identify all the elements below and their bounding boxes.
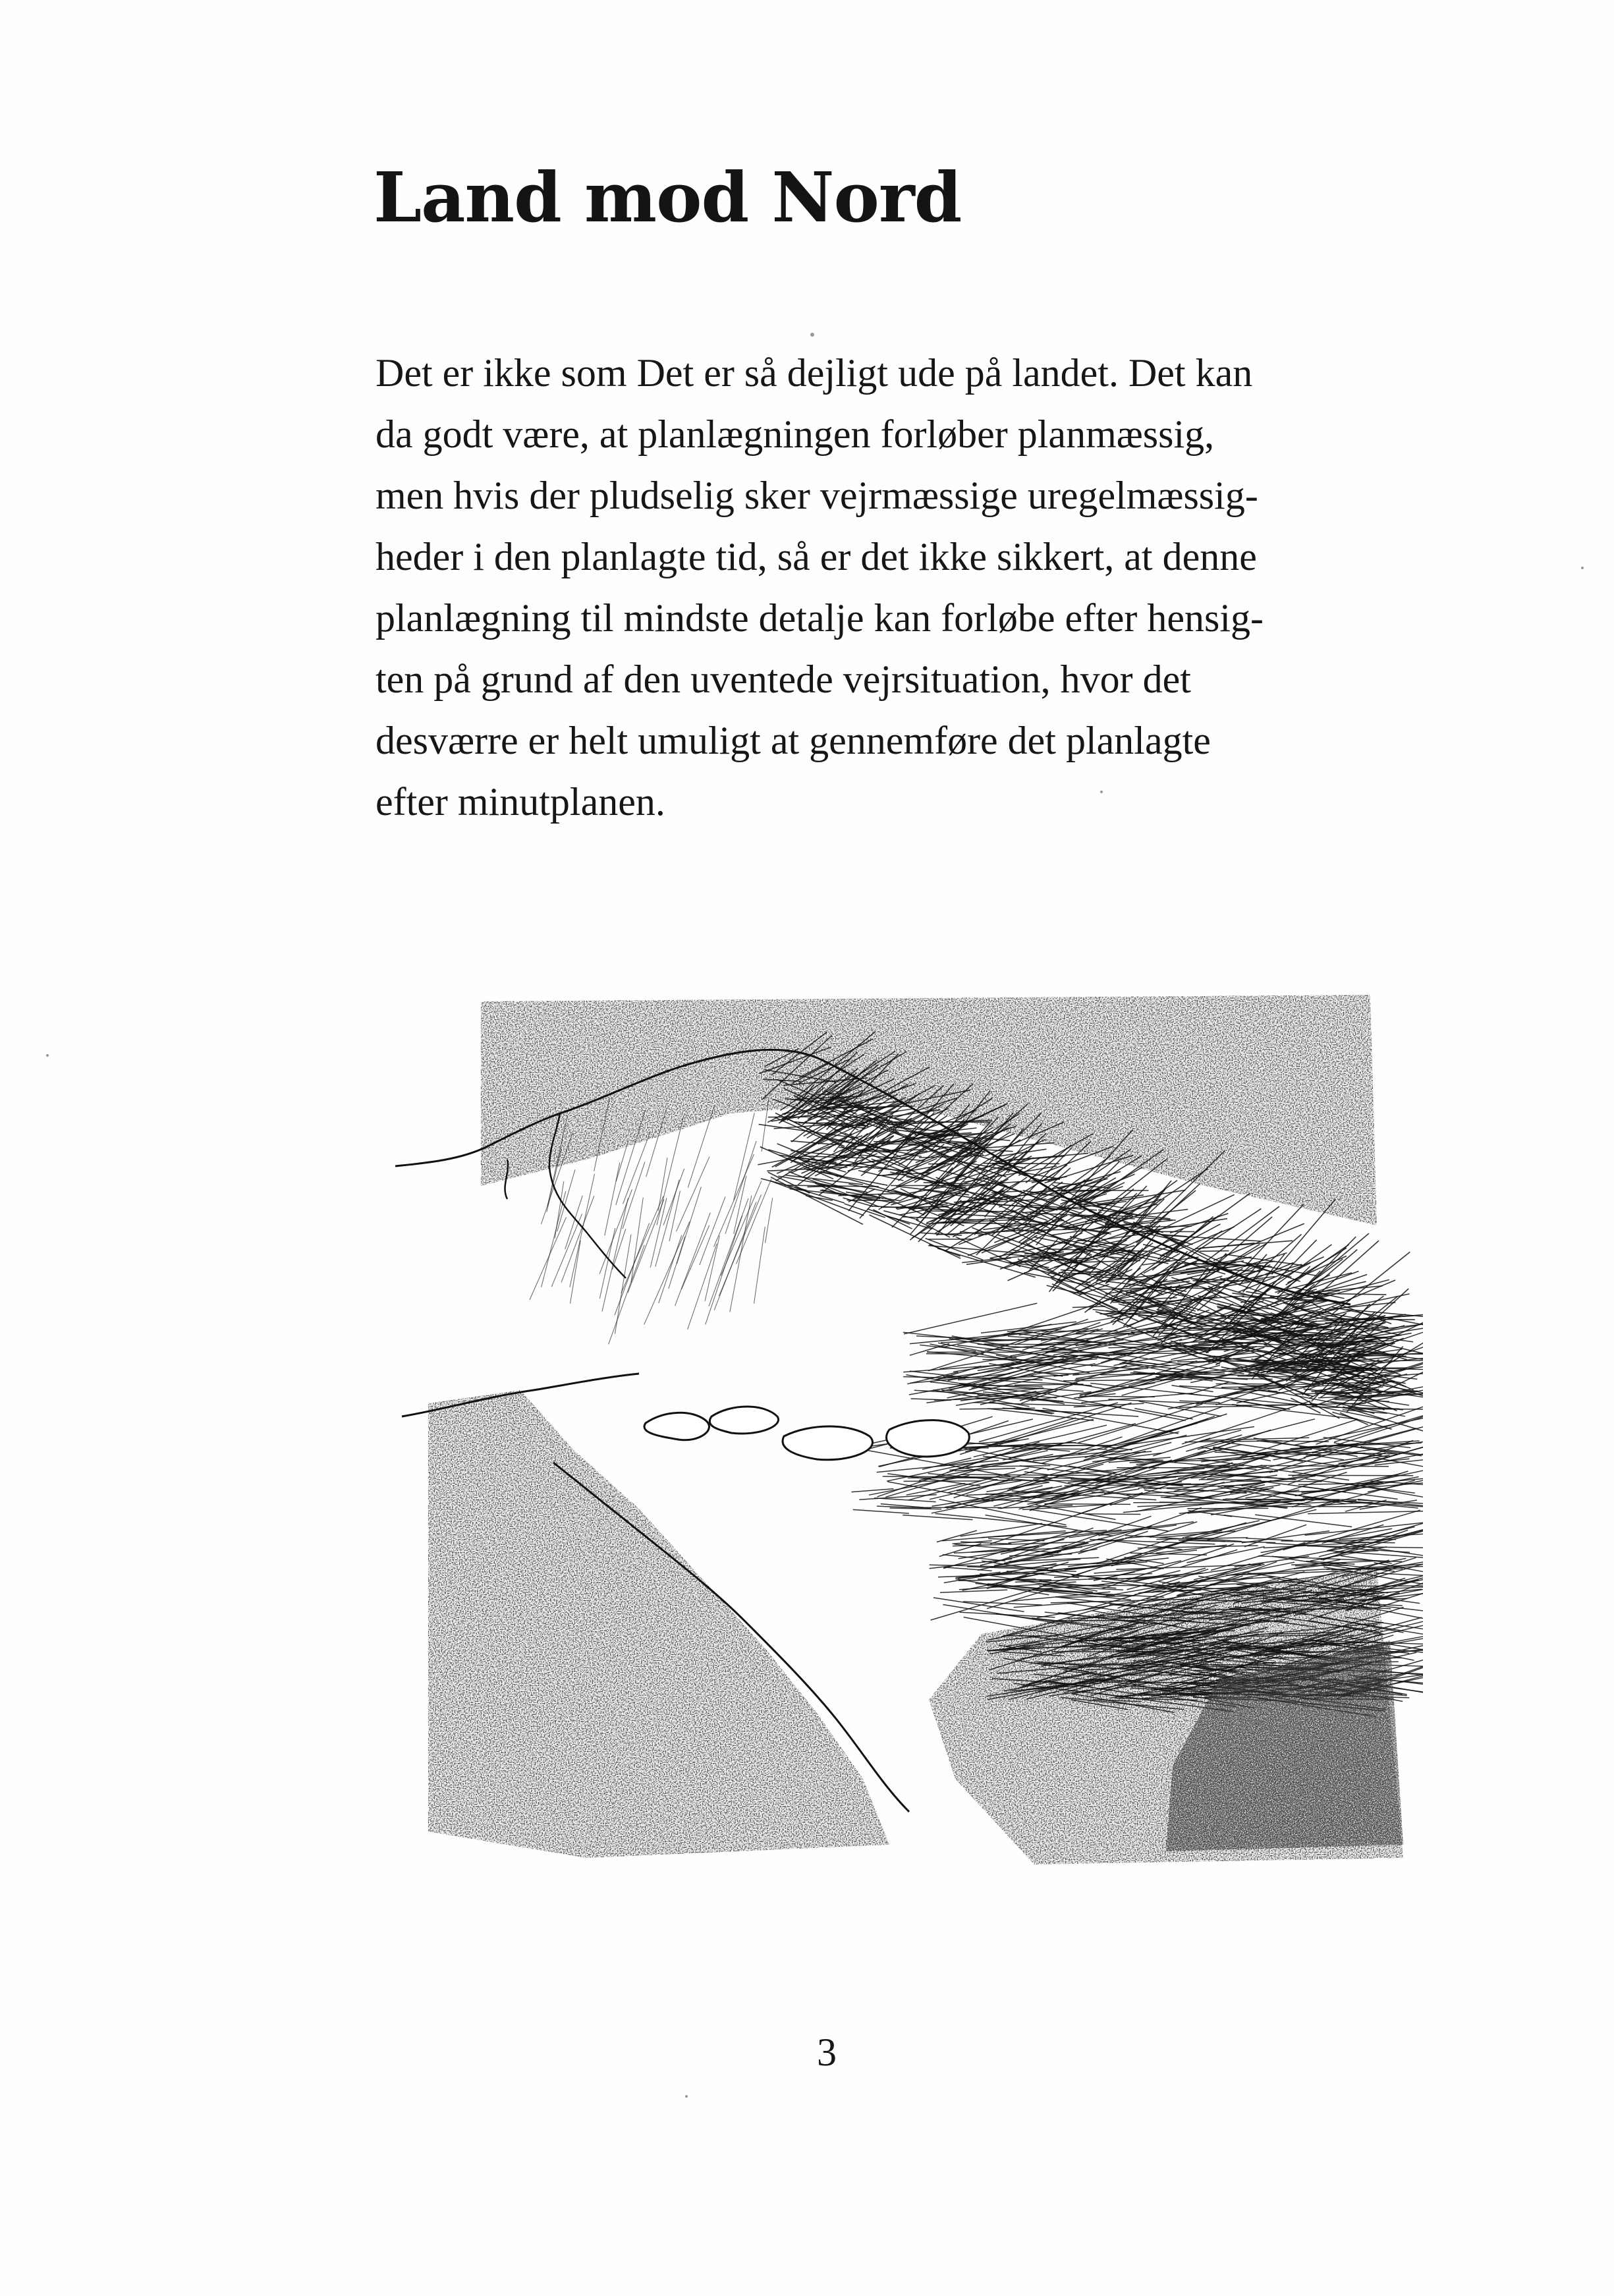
hatch-stroke	[1231, 1481, 1322, 1482]
hatch-stroke	[1308, 1511, 1423, 1513]
hatch-stroke	[669, 1191, 680, 1241]
hatch-stroke	[737, 1179, 771, 1264]
hatch-stroke	[937, 1530, 977, 1542]
hatch-stroke	[599, 1189, 632, 1274]
hatch-stroke	[890, 1508, 942, 1509]
hatch-stroke	[677, 1157, 710, 1232]
hatch-stroke	[1079, 1396, 1155, 1397]
hatch-stroke	[1047, 1435, 1187, 1470]
body-line: da godt være, at planlægningen forløber planmæssig,	[376, 412, 1215, 456]
hatch-stroke	[953, 1541, 992, 1544]
scan-speck	[1581, 567, 1584, 569]
scan-speck	[685, 2095, 688, 2098]
hatch-stroke	[628, 1199, 664, 1293]
hatch-stroke	[1044, 1504, 1130, 1505]
hatch-stroke	[909, 1385, 966, 1395]
hatch-stroke	[1316, 1404, 1424, 1444]
hatch-stroke	[681, 1225, 709, 1289]
body-line: heder i den planlagte tid, så er det ikke sikkert, at denne	[376, 535, 1257, 578]
hatch-stroke	[960, 1474, 1101, 1476]
hatch-stroke	[1053, 1263, 1080, 1291]
body-paragraph	[376, 343, 1456, 833]
hatch-stroke	[688, 1244, 717, 1330]
body-line: men hvis der pludselig sker vejrmæssige uregelmæssig-	[376, 474, 1258, 517]
hatch-stroke	[754, 1227, 765, 1304]
hatch-stroke	[669, 1237, 685, 1289]
hatch-stroke	[883, 1476, 1001, 1477]
hatch-stroke	[1271, 1199, 1335, 1275]
hatch-stroke	[542, 1191, 566, 1287]
hatch-stroke	[904, 1481, 982, 1482]
hatch-stroke	[734, 1176, 746, 1234]
hatch-stroke	[1007, 1636, 1059, 1637]
hatch-stroke	[1050, 1346, 1110, 1356]
hatch-stroke	[933, 1598, 1024, 1611]
hatch-stroke	[1321, 1531, 1423, 1559]
hatch-stroke	[793, 1121, 882, 1160]
page-number: 3	[817, 2030, 837, 2074]
hatch-stroke	[785, 1185, 879, 1187]
hatch-stroke	[1260, 1465, 1389, 1467]
hatch-stroke	[1295, 1565, 1349, 1566]
hatch-stroke	[1237, 1376, 1304, 1377]
hatch-stroke	[765, 1198, 773, 1243]
hatch-stroke	[1003, 1291, 1137, 1336]
scan-speck	[46, 1054, 49, 1057]
hatch-stroke	[675, 1213, 711, 1306]
hatch-stroke	[570, 1174, 595, 1287]
hatch-stroke	[877, 1454, 1001, 1497]
hatch-stroke	[530, 1218, 567, 1300]
hatch-stroke	[926, 1211, 1016, 1212]
hatch-stroke	[644, 1221, 690, 1325]
hatch-stroke	[874, 1498, 936, 1502]
hatch-stroke	[1125, 1427, 1254, 1445]
hatch-stroke	[1351, 1484, 1423, 1498]
hatch-stroke	[903, 1332, 972, 1340]
body-line: ten på grund af den uventede vejrsituation, hvor det	[376, 658, 1191, 701]
hatch-stroke	[709, 1198, 748, 1306]
hatch-stroke	[904, 1303, 1037, 1334]
hatch-stroke	[719, 1194, 761, 1296]
hatch-stroke	[758, 1157, 802, 1165]
hatch-stroke	[980, 1545, 1067, 1565]
body-line: planlægning til mindste detalje kan forløbe efter hensig-	[376, 596, 1264, 640]
hatch-stroke	[986, 1515, 1113, 1536]
hatch-stroke	[1179, 1406, 1252, 1407]
hatch-stroke	[998, 1446, 1041, 1456]
body-line: Det er ikke som Det er så dejligt ude på landet. Det kan	[376, 351, 1253, 395]
hatch-stroke	[557, 1169, 575, 1231]
hatch-stroke	[853, 1509, 909, 1513]
page-title: Land mod Nord	[374, 157, 962, 238]
island-shapes	[644, 1413, 709, 1440]
body-line: efter minutplanen.	[376, 780, 665, 824]
hatch-stroke	[659, 1235, 682, 1303]
hatch-stroke	[965, 1419, 1094, 1451]
hatch-stroke	[663, 1169, 684, 1225]
scan-speck	[810, 333, 814, 337]
hatch-stroke	[1221, 1386, 1283, 1387]
hatch-stroke	[940, 1590, 1007, 1592]
hatch-stroke	[706, 1216, 742, 1324]
hatch-stroke	[1158, 1484, 1210, 1485]
scan-speck	[1100, 791, 1103, 793]
hatch-stroke	[570, 1241, 581, 1304]
mountain-fjord-sketch-icon	[389, 988, 1423, 1878]
hatch-stroke	[847, 1200, 892, 1201]
hatch-stroke	[714, 1202, 756, 1310]
body-line: desværre er helt umuligt at gennemføre det planlagte	[376, 719, 1211, 762]
hatch-stroke	[615, 1235, 631, 1334]
hatch-stroke	[903, 1515, 972, 1520]
hatch-stroke	[1200, 1251, 1229, 1252]
hatch-stroke	[1086, 1514, 1141, 1515]
hatch-stroke	[621, 1196, 663, 1293]
